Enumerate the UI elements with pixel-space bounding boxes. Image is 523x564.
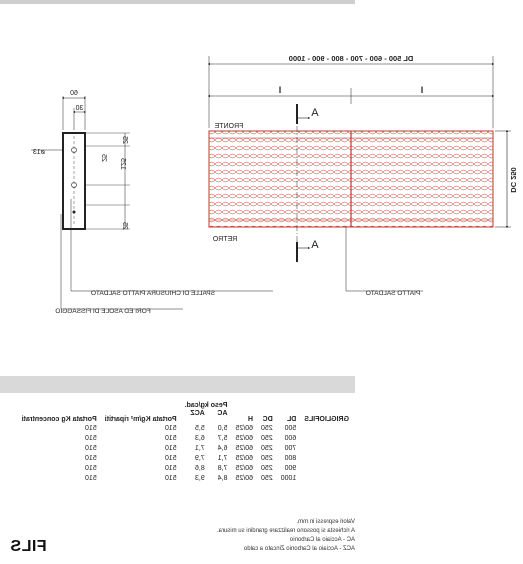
dim-25-top: 25 [121, 136, 128, 144]
note-line: ACZ - Acciaio al Carbonio Zincato a caldo [243, 546, 355, 552]
col-peso: Peso kg/cad. [184, 402, 228, 409]
dim-125: 125 [119, 158, 126, 170]
note-line: Valori espressi in mm. [296, 519, 355, 525]
note-line: AC - Acciaio al Carbonio [289, 537, 355, 543]
half-length-right: l [420, 85, 424, 95]
table-row: 800 250 60/25 7,1 7,9 510 510 [85, 455, 297, 462]
col-dl: DL [286, 416, 297, 423]
table-row: 500 250 60/25 5,0 5,5 510 510 [85, 425, 297, 432]
label-fori: FORI ED ASOLE DI FISSAGGIO [55, 308, 151, 315]
col-portata-conc: Portata Kg concentrati [21, 416, 97, 423]
label-spalle: SPALLE DI CHIUSURA PIATTO SALDATO [90, 290, 216, 297]
fronte-label: FRONTE [214, 123, 244, 130]
col-ac: AC [217, 410, 228, 417]
table-row: 700 250 60/25 6,4 7,1 510 510 [85, 445, 297, 452]
dc-label: DC 250 [509, 167, 518, 193]
col-portata-rip: Portata Kg/m² ripartiti [104, 416, 177, 423]
leader-piatto [346, 226, 423, 291]
dim-25-mid: 25 [100, 154, 107, 162]
dim-25-bot: 25 [121, 222, 128, 230]
table-row: 1000 250 60/25 8,4 9,3 510 510 [85, 475, 297, 482]
table-row: 600 250 60/25 5,7 6,3 510 510 [85, 435, 297, 442]
notes [115, 518, 355, 554]
label-piatto: PIATTO SALDATO [365, 290, 421, 297]
section-marker-top: A [311, 107, 319, 119]
brand-logo: FILS [10, 538, 47, 555]
col-h: H [247, 416, 253, 423]
plan-view [209, 54, 518, 297]
col-grigliofils: GRIGLIOFILS [304, 416, 349, 423]
table-row: 900 250 60/25 7,8 8,6 510 510 [85, 465, 297, 472]
note-line: A richiesta si possono realizzare grandini su misura. [216, 528, 355, 534]
hole-dia-label: ø13 [32, 149, 46, 156]
half-length-left: l [278, 85, 282, 95]
dim-60: 60 [70, 90, 78, 97]
retro-label: RETRO [212, 236, 238, 243]
col-dc: DC [262, 416, 273, 423]
dl-label: DL 500 - 600 - 700 - 800 - 900 - 1000 [288, 54, 414, 63]
col-acz: ACZ [190, 410, 205, 417]
hole-icon [73, 211, 76, 214]
section-marker-bottom: A [311, 239, 319, 251]
dim-30: 30 [75, 105, 84, 112]
spec-table [18, 402, 353, 484]
